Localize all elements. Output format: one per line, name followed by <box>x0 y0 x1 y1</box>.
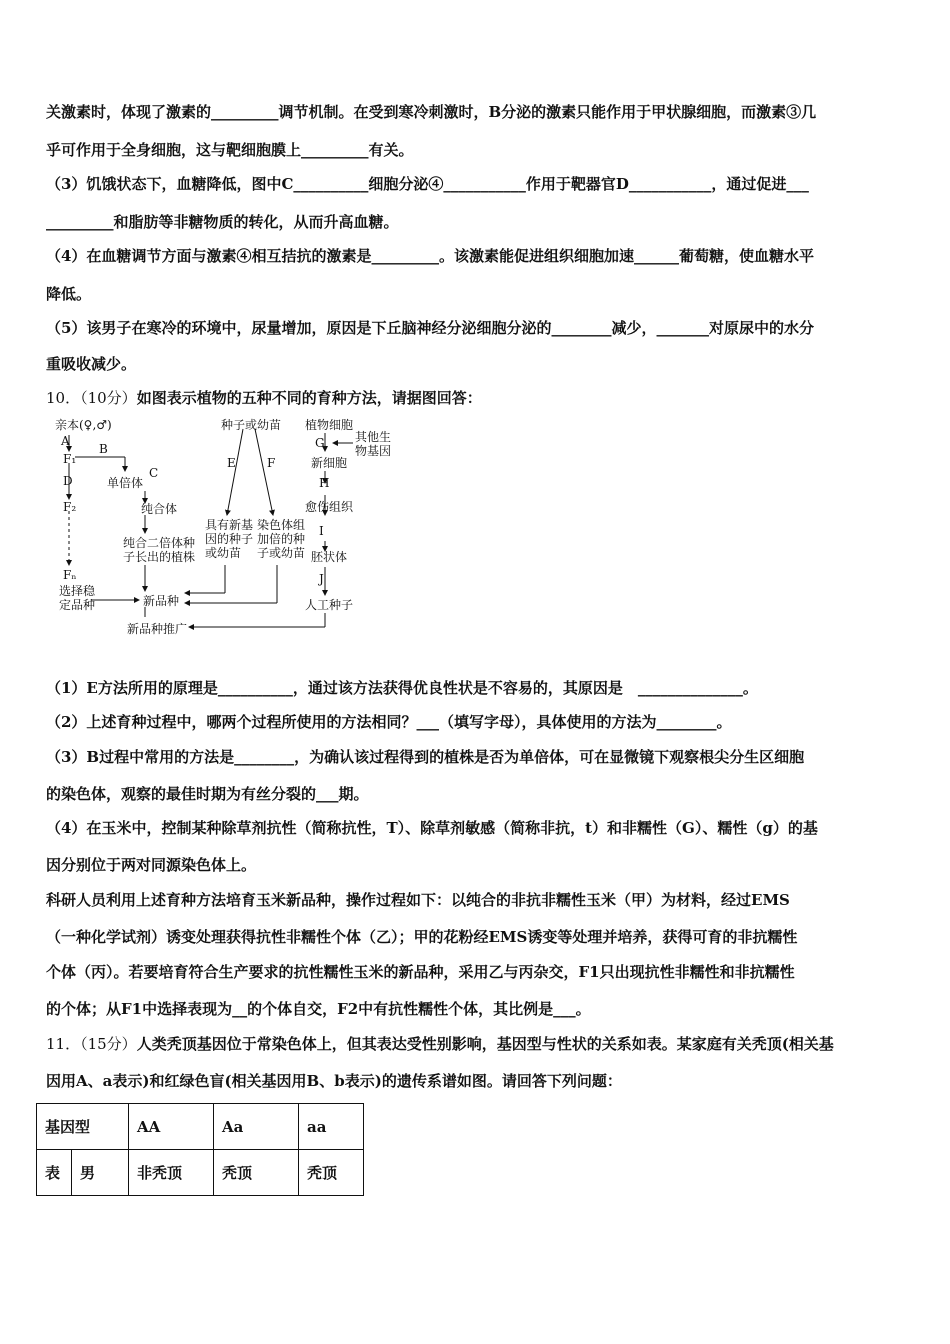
label: 纯合体 <box>141 502 178 516</box>
label: Fₙ <box>63 568 77 582</box>
label: 子或幼苗 <box>257 546 306 560</box>
question-number: 10．（10分） <box>46 389 137 407</box>
text-line: （4）在血糖调节方面与激素④相互拮抗的激素是_________。该激素能促进组织细胞加速______葡萄糖，使血糖水平 <box>46 247 814 265</box>
label: 定品种 <box>59 598 96 612</box>
text-line: 的染色体，观察的最佳时期为有丝分裂的___期。 <box>46 785 369 803</box>
label: 单倍体 <box>107 476 144 490</box>
question-text: 人类秃顶基因位于常染色体上，但其表达受性别影响，基因型与性状的关系如表。某家庭有关秃顶(相关基 <box>136 1035 834 1053</box>
label: B <box>99 442 108 456</box>
label: I <box>319 524 324 538</box>
text-line: 关激素时，体现了激素的_________调节机制。在受到寒冷刺激时，B分泌的激素只能作用于甲状腺细胞，而激素③几 <box>46 103 817 121</box>
table-cell: 秃顶 <box>214 1150 299 1196</box>
text-line: 重吸收减少。 <box>46 355 137 373</box>
label: 亲本(♀,♂) <box>55 418 112 432</box>
label: 因的种子 <box>205 532 254 546</box>
table-row <box>37 1150 364 1196</box>
label: 新细胞 <box>311 456 348 470</box>
label: 胚状体 <box>311 550 348 564</box>
text-line: （3）B过程中常用的方法是________，为确认该过程得到的植株是否为单倍体，可在显微镜下观察根尖分生区细胞 <box>46 748 805 766</box>
label: 种子或幼苗 <box>221 418 282 432</box>
label: F₂ <box>63 500 77 514</box>
table-cell: Aa <box>214 1104 299 1150</box>
text-line: 因分别位于两对同源染色体上。 <box>46 856 257 874</box>
label: 或幼苗 <box>205 546 242 560</box>
breeding-diagram <box>55 415 395 645</box>
label: G <box>315 436 325 450</box>
text-line: （1）E方法所用的原理是__________，通过该方法获得优良性状是不容易的，其原因是 ______________。 <box>46 679 758 697</box>
label: C <box>149 466 159 480</box>
label: 具有新基 <box>205 518 254 532</box>
text-line: 因用A、a表示)和红绿色盲(相关基因用B、b表示)的遗传系谱如图。请回答下列问题： <box>46 1072 622 1090</box>
text-line: （4）在玉米中，控制某种除草剂抗性（简称抗性，T）、除草剂敏感（简称非抗，t）和非糯性（G）、糯性（g）的基 <box>46 819 818 837</box>
label: 新品种 <box>143 594 180 608</box>
question-text: 如图表示植物的五种不同的育种方法，请据图回答： <box>136 389 482 407</box>
text-line: 乎可作用于全身细胞，这与靶细胞膜上_________有关。 <box>46 141 414 159</box>
text-line: 科研人员利用上述育种方法培育玉米新品种，操作过程如下：以纯合的非抗非糯性玉米（甲）为材料，经过EMS <box>46 891 790 909</box>
text-line: （2）上述育种过程中，哪两个过程所使用的方法相同？___（填写字母），具体使用的方法为________。 <box>46 713 732 731</box>
label: 愈伤组织 <box>305 500 354 514</box>
label: 选择稳 <box>59 584 96 598</box>
label: A <box>61 434 70 448</box>
text-line: 的个体；从F1中选择表现为__的个体自交，F2中有抗性糯性个体，其比例是___。 <box>46 1000 591 1018</box>
label: 子长出的植株 <box>123 550 196 564</box>
question-number: 11．（15分） <box>46 1035 137 1053</box>
table-cell: 基因型 <box>37 1104 129 1150</box>
label: 纯合二倍体种 <box>123 536 196 550</box>
text-line: _________和脂肪等非糖物质的转化，从而升高血糖。 <box>46 213 399 231</box>
table-cell: 表 <box>37 1150 72 1196</box>
table-cell: 男 <box>72 1150 129 1196</box>
label: J <box>319 572 324 586</box>
label: 新品种推广 <box>127 622 188 636</box>
text-line: 降低。 <box>46 285 92 303</box>
text-line: （3）饥饿状态下，血糖降低，图中C__________细胞分泌④___________作用于靶器官D___________，通过促进___ <box>46 175 809 193</box>
table-cell: 秃顶 <box>299 1150 364 1196</box>
text-line: （一种化学试剂）诱变处理获得抗性非糯性个体（乙）；甲的花粉经EMS诱变等处理并培养，获得可育的非抗糯性 <box>46 928 798 946</box>
label: E <box>227 456 236 470</box>
table-cell: AA <box>129 1104 214 1150</box>
text-line: （5）该男子在寒冷的环境中，尿量增加，原因是下丘脑神经分泌细胞分泌的________减少，_______对原尿中的水分 <box>46 319 814 337</box>
label: 物基因 <box>355 444 392 458</box>
label: 加倍的种 <box>257 532 306 546</box>
label: 染色体组 <box>257 518 306 532</box>
genotype-table <box>36 1103 364 1196</box>
label: F <box>267 456 276 470</box>
text-line: 个体（丙）。若要培育符合生产要求的抗性糯性玉米的新品种，采用乙与丙杂交，F1只出现抗性非糯性和非抗糯性 <box>46 963 795 981</box>
label: 其他生 <box>355 430 392 444</box>
label: 植物细胞 <box>305 418 354 432</box>
question-10-header <box>46 388 910 408</box>
label: F₁ <box>63 452 77 466</box>
label: D <box>63 474 73 488</box>
table-row <box>37 1104 364 1150</box>
label: 人工种子 <box>305 598 354 612</box>
label: H <box>319 476 330 490</box>
table-cell: 非秃顶 <box>129 1150 214 1196</box>
question-11-header <box>46 1034 910 1054</box>
table-cell: aa <box>299 1104 364 1150</box>
